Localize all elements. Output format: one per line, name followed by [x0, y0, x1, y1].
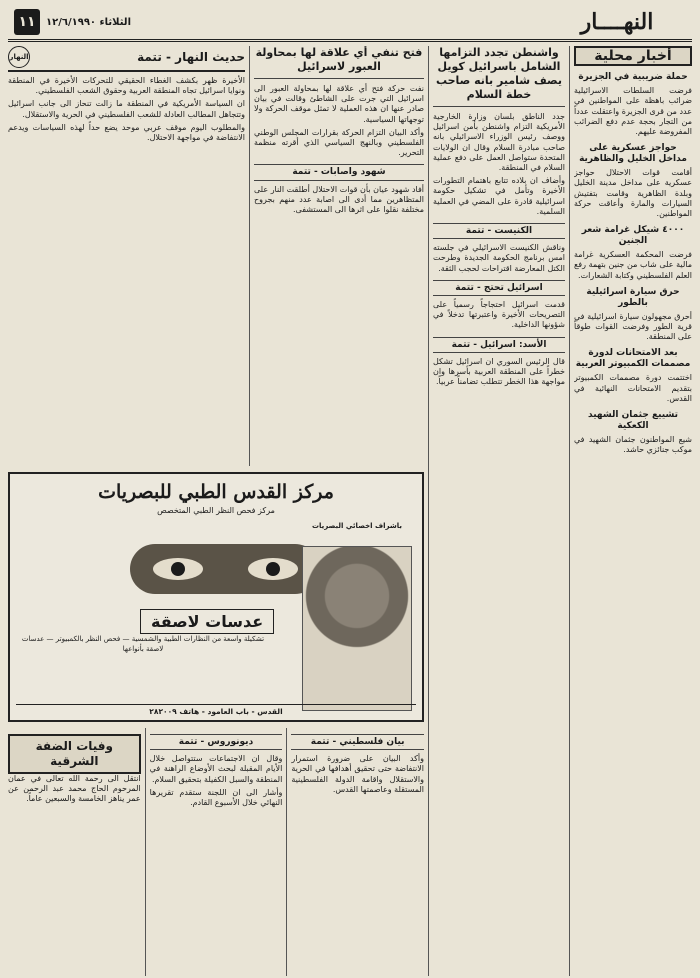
section-title: شهود واصابات - تتمة [254, 164, 424, 180]
article-paragraph: وناقش الكنيست الاسرائيلي في جلسته امس برنامج الحكومة الجديدة وطرحت الكتل المعارضة اقتراحات لحجب الثقة. [433, 243, 565, 273]
top-row [8, 46, 424, 466]
section-title: اسرائيل تحتج - تتمة [433, 280, 565, 296]
ad-supervisor: باشراف اخصائي البصريات [311, 522, 402, 530]
hadith-title: حديث النهار - تتمة [137, 49, 245, 64]
newspaper-seal-icon: النهار [8, 46, 30, 68]
optics-advertisement [8, 472, 424, 722]
local-news-banner: أخبار محلية [574, 46, 692, 66]
obituaries-column [8, 728, 141, 976]
article-paragraph: قال الرئيس السوري ان اسرائيل تشكل خطراً على المنطقة العربية بأسرها وان مواجهة هذا الخطر تتطلب تضامناً عربياً. [433, 356, 565, 387]
article-paragraph: والمطلوب اليوم موقف عربي موحد يضع حداً لهذه السياسات ويدعم الانتفاضة في مواجهة الاحتلال. [8, 122, 245, 143]
news-item-body: فرضت المحكمة العسكرية غرامة مالية على شاب من جنين بتهمة رفع العلم الفلسطيني وكتابة الشعارات. [574, 250, 692, 280]
section-title: بيان فلسطيني - تتمة [291, 734, 424, 750]
article-paragraph: جدد الناطق بلسان وزارة الخارجية الأمريكية التزام واشنطن بأمن اسرائيل ووصف رئيس الوزراء الاسرائيلي بانه صاحب مبادرة السلام وقال ان الولايات المتحدة ستواصل العمل على دفع عملية السلام في المنطقة. [433, 112, 565, 173]
news-item-body: أقامت قوات الاحتلال حواجز عسكرية على مداخل مدينة الخليل وبلدة الظاهرية وقامت بتفتيش السيارات والمارة وأعاقت حركة المواطنين. [574, 168, 692, 219]
news-item-title: حواجز عسكرية على مداخل الخليل والظاهرية [579, 143, 687, 165]
column-divider [286, 728, 287, 976]
fath-headline: فتح تنفي أي علاقة لها بمحاولة العبور لاسرائيل [254, 46, 424, 79]
article-paragraph: وأضاف ان بلاده تتابع باهتمام التطورات الأخيرة وتأمل في تشكيل حكومة اسرائيلية قادرة على المضي في العملية السلمية. [433, 176, 565, 216]
news-item-body: اختتمت دورة مصممات الكمبيوتر بتقديم الامتحانات النهائية في القدس. [574, 373, 692, 403]
news-item-body: أحرق مجهولون سيارة اسرائيلية في قرية الطور وفرضت القوات طوقاً على المنطقة. [574, 311, 692, 342]
article-paragraph: أفاد شهود عيان بأن قوات الاحتلال أطلقت النار على المتظاهرين مما أدى الى اصابة عدد منهم بجروح مختلفة نقلوا على اثرها الى المستشفى. [254, 184, 424, 215]
newspaper-logo: النهــــار [580, 9, 654, 35]
ad-subtitle: مركز فحص النظر الطبي المتخصص [157, 506, 275, 515]
ad-footer: القدس - باب العامود - هاتف ٢٨٢٠٠٩ [16, 704, 416, 716]
masthead [8, 8, 692, 42]
column-divider [249, 46, 250, 466]
news-item-title: بعد الامتحانات لدورة مصممات الكمبيوتر العربية [575, 348, 691, 370]
lenses-label: عدسات لاصقة [140, 609, 274, 634]
article-paragraph: نفت حركة فتح أي علاقة لها بمحاولة العبور الى اسرائيل التي جرت على الشاطئ وقالت في بيان صادر عنها ان هذه العملية لا تمثل موقف الحركة ولا توجهاتها السياسية. [254, 84, 424, 124]
article-paragraph: وأشار الى ان اللجنة ستقدم تقريرها النهائي خلال الأسبوع القادم. [149, 787, 283, 808]
obituaries-banner: وفيات الضفة الشرقية [8, 734, 141, 774]
news-item-body: شيع المواطنون جثمان الشهيد في موكب جنائزي حاشد. [574, 435, 692, 455]
article-paragraph: وأكد البيان التزام الحركة بقرارات المجلس الوطني الفلسطيني وبالنهج السياسي الذي أقرته منظمة التحرير. [254, 127, 424, 158]
issue-date: الثلاثاء ١٢/٦/١٩٩٠ [46, 16, 131, 28]
article-paragraph: الأخيرة ظهر بكشف الغطاء الحقيقي للتحركات الأخيرة في المنطقة ونوايا اسرائيل تجاه المنطقة العربية وحقوق الشعب الفلسطيني. [8, 76, 245, 96]
eye-icon [248, 558, 298, 580]
ad-title: مركز القدس الطبي للبصريات [98, 481, 334, 503]
eyes-image [130, 544, 320, 594]
left-area [8, 46, 424, 976]
news-item-title: ٤٠٠٠ شيكل غرامة شعر الجنين [581, 225, 685, 247]
hadith-header [8, 46, 245, 72]
article-paragraph: وقال ان الاجتماعات ستتواصل خلال الأيام المقبلة لبحث الأوضاع الراهنة في المنطقة والسبل الكفيلة بتحقيق السلام. [149, 754, 283, 784]
local-news-column [574, 46, 692, 976]
columns [8, 46, 692, 976]
bottom-column [150, 728, 283, 976]
column-divider [428, 46, 429, 976]
column-divider [145, 728, 146, 976]
portrait-photo [302, 546, 412, 711]
news-item-title: حرق سيارة اسرائيلية بالطور [586, 286, 680, 308]
article-paragraph: انتقل الى رحمة الله تعالى في عمان المرحوم الحاج محمد عبد الرحمن عن عمر يناهز الخامسة والسبعين عاماً. [8, 774, 141, 804]
washington-headline: واشنطن تجدد التزامها الشامل باسرائيل كويل يصف شامير بانه صاحب خطة السلام [433, 46, 565, 107]
news-item-title: تشييع جثمان الشهيد الكعكية [588, 410, 678, 432]
bottom-row [8, 728, 424, 976]
fath-column [254, 46, 424, 466]
news-item-body: فرضت السلطات الاسرائيلية ضرائب باهظة على المواطنين في عدد من قرى الجزيرة واعتقلت عدداً من التجار بحجة عدم دفع الضرائب المفروضة عليهم. [574, 86, 692, 137]
eye-icon [153, 558, 203, 580]
section-title: ديونوروس - تتمة [150, 734, 283, 750]
article-paragraph: قدمت اسرائيل احتجاجاً رسمياً على التصريحات الأخيرة واعتبرتها تدخلاً في شؤونها الداخلية. [433, 300, 565, 330]
bottom-column [291, 728, 424, 976]
section-title: الأسد: اسرائيل - تتمة [433, 337, 565, 353]
article-paragraph: وأكد البيان على ضرورة استمرار الانتفاضة حتى تحقيق أهدافها في الحرية والاستقلال واقامة الدولة الفلسطينية المستقلة وعاصمتها القدس. [291, 754, 424, 794]
column-divider [569, 46, 570, 976]
hadith-column [8, 46, 245, 466]
ad-services: تشكيلة واسعة من النظارات الطبية والشمسية — فحص النظر بالكمبيوتر — عدسات لاصقة بأنواعها [21, 635, 265, 653]
article-paragraph: ان السياسة الأمريكية في المنطقة ما زالت تنحاز الى جانب اسرائيل وتتجاهل المطالب العادلة للشعب الفلسطيني في الحرية والاستقلال. [8, 99, 245, 119]
middle-column [433, 46, 565, 976]
news-item-title: حملة ضريبية في الجزيرة [578, 72, 688, 83]
section-title: الكنيست - تتمة [433, 223, 565, 239]
page-number: ١١ [14, 9, 40, 35]
